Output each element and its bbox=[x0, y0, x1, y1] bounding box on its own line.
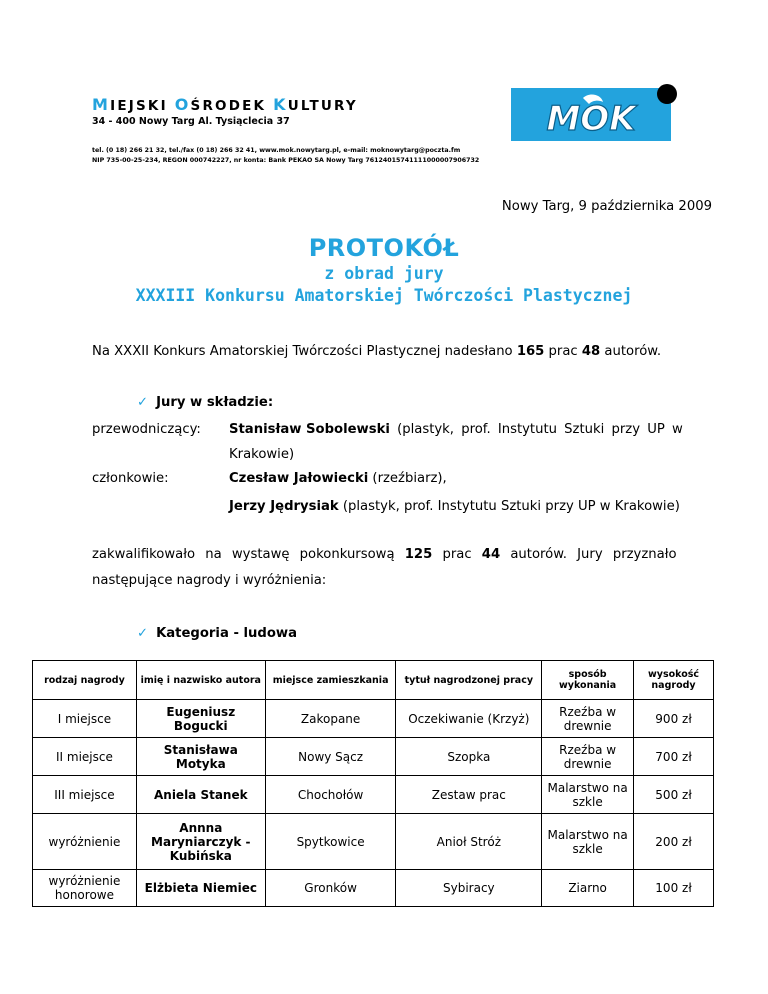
org-word-3: ULTURY bbox=[287, 98, 358, 114]
prize-amount: 500 zł bbox=[634, 776, 714, 814]
category-heading bbox=[137, 626, 297, 641]
header-technique: sposób wykonania bbox=[542, 661, 634, 700]
intro-authors-count: 48 bbox=[581, 344, 601, 359]
table-header-row bbox=[33, 661, 714, 700]
award-type: II miejsce bbox=[33, 738, 137, 776]
members-label: członkowie: bbox=[92, 471, 169, 486]
technique: Rzeźba w drewnie bbox=[542, 738, 634, 776]
document-subtitle-2: XXXIII Konkursu Amatorskiej Twórczości Plastycznej bbox=[135, 286, 633, 305]
org-initial-o: O bbox=[174, 95, 191, 114]
residence: Chochołów bbox=[265, 776, 396, 814]
award-type: wyróżnienie bbox=[33, 814, 137, 870]
technique: Malarstwo na szkle bbox=[542, 814, 634, 870]
table-row bbox=[33, 700, 714, 738]
member-2 bbox=[229, 499, 680, 514]
results-table bbox=[32, 660, 714, 907]
header-award-type: rodzaj nagrody bbox=[33, 661, 137, 700]
member-2-name: Jerzy Jędrysiak bbox=[229, 499, 339, 514]
chair-name: Stanisław Sobolewski bbox=[229, 422, 390, 437]
document-subtitle-1: z obrad jury bbox=[324, 264, 444, 283]
prize-amount: 900 zł bbox=[634, 700, 714, 738]
intro-text-3: autorów. bbox=[600, 344, 662, 359]
org-address: 34 - 400 Nowy Targ Al. Tysiąclecia 37 bbox=[92, 116, 290, 127]
work-title: Anioł Stróż bbox=[396, 814, 542, 870]
logo-dot bbox=[657, 84, 677, 104]
contact-line-1: tel. (0 18) 266 21 32, tel./fax (0 18) 266 32 41, www.mok.nowytarg.pl, e-mail: moknowytarg@poczta.fm bbox=[92, 147, 461, 154]
author-name: Aniela Stanek bbox=[136, 776, 265, 814]
author-name: Eugeniusz Bogucki bbox=[136, 700, 265, 738]
org-word-1: IEJSKI bbox=[110, 98, 175, 114]
qualified-text-3: autorów. Jury przyznało bbox=[500, 547, 677, 562]
org-initial-k: K bbox=[273, 95, 288, 114]
mok-logo bbox=[511, 88, 671, 141]
org-word-2: ŚRODEK bbox=[190, 98, 274, 114]
technique: Ziarno bbox=[542, 870, 634, 907]
mok-logo-graphic bbox=[511, 88, 671, 141]
qualified-text-2: prac bbox=[432, 547, 482, 562]
member-2-desc: (plastyk, prof. Instytutu Sztuki przy UP w Krakowie) bbox=[338, 499, 680, 514]
table-row bbox=[33, 814, 714, 870]
intro-works-count: 165 bbox=[516, 344, 545, 359]
chair-desc: (plastyk, prof. Instytutu Sztuki przy UP w bbox=[389, 422, 683, 437]
prize-amount: 700 zł bbox=[634, 738, 714, 776]
author-name: Annna Maryniarczyk - Kubińska bbox=[136, 814, 265, 870]
work-title: Szopka bbox=[396, 738, 542, 776]
work-title: Oczekiwanie (Krzyż) bbox=[396, 700, 542, 738]
document-title: PROTOKÓŁ bbox=[308, 234, 460, 262]
author-name: Stanisława Motyka bbox=[136, 738, 265, 776]
qualified-authors-count: 44 bbox=[481, 547, 501, 562]
member-1 bbox=[229, 471, 447, 486]
residence: Spytkowice bbox=[265, 814, 396, 870]
prize-amount: 100 zł bbox=[634, 870, 714, 907]
qualified-text-1: zakwalifikowało na wystawę pokonkursową bbox=[92, 547, 405, 562]
intro-text-1: Na XXXII Konkurs Amatorskiej Twórczości Plastycznej nadesłano bbox=[92, 344, 517, 359]
jury-heading bbox=[137, 395, 273, 410]
table-row bbox=[33, 870, 714, 907]
checkmark-icon: ✓ bbox=[137, 395, 149, 410]
contact-line-2: NIP 735-00-25-234, REGON 000742227, nr konta: Bank PEKAO SA Nowy Targ 76124015741111000007906732 bbox=[92, 157, 480, 164]
table-row bbox=[33, 738, 714, 776]
qualified-paragraph bbox=[92, 547, 715, 562]
category-heading-text: Kategoria - ludowa bbox=[156, 626, 297, 641]
logo-text: MOK bbox=[546, 99, 636, 139]
technique: Rzeźba w drewnie bbox=[542, 700, 634, 738]
org-initial-m: M bbox=[92, 95, 111, 114]
prize-amount: 200 zł bbox=[634, 814, 714, 870]
member-1-desc: (rzeźbiarz), bbox=[368, 471, 447, 486]
header-work-title: tytuł nagrodzonej pracy bbox=[396, 661, 542, 700]
header-residence: miejsce zamieszkania bbox=[265, 661, 396, 700]
author-name: Elżbieta Niemiec bbox=[136, 870, 265, 907]
award-type: wyróżnienie honorowe bbox=[33, 870, 137, 907]
work-title: Sybiracy bbox=[396, 870, 542, 907]
residence: Zakopane bbox=[265, 700, 396, 738]
member-1-name: Czesław Jałowiecki bbox=[229, 471, 369, 486]
header-prize-amount: wysokość nagrody bbox=[634, 661, 714, 700]
qualified-works-count: 125 bbox=[404, 547, 433, 562]
jury-heading-text: Jury w składzie: bbox=[156, 395, 274, 410]
chair-label: przewodniczący: bbox=[92, 422, 201, 437]
intro-paragraph bbox=[92, 344, 661, 359]
org-name bbox=[92, 95, 358, 114]
header-author-name: imię i nazwisko autora bbox=[136, 661, 265, 700]
residence: Nowy Sącz bbox=[265, 738, 396, 776]
document-date: Nowy Targ, 9 października 2009 bbox=[501, 199, 712, 214]
table-row bbox=[33, 776, 714, 814]
qualified-line-2: następujące nagrody i wyróżnienia: bbox=[92, 573, 327, 588]
intro-text-2: prac bbox=[544, 344, 582, 359]
chair-desc-line2: Krakowie) bbox=[229, 447, 295, 462]
technique: Malarstwo na szkle bbox=[542, 776, 634, 814]
award-type: III miejsce bbox=[33, 776, 137, 814]
work-title: Zestaw prac bbox=[396, 776, 542, 814]
chair-entry bbox=[229, 422, 714, 437]
residence: Gronków bbox=[265, 870, 396, 907]
checkmark-icon: ✓ bbox=[137, 626, 149, 641]
award-type: I miejsce bbox=[33, 700, 137, 738]
